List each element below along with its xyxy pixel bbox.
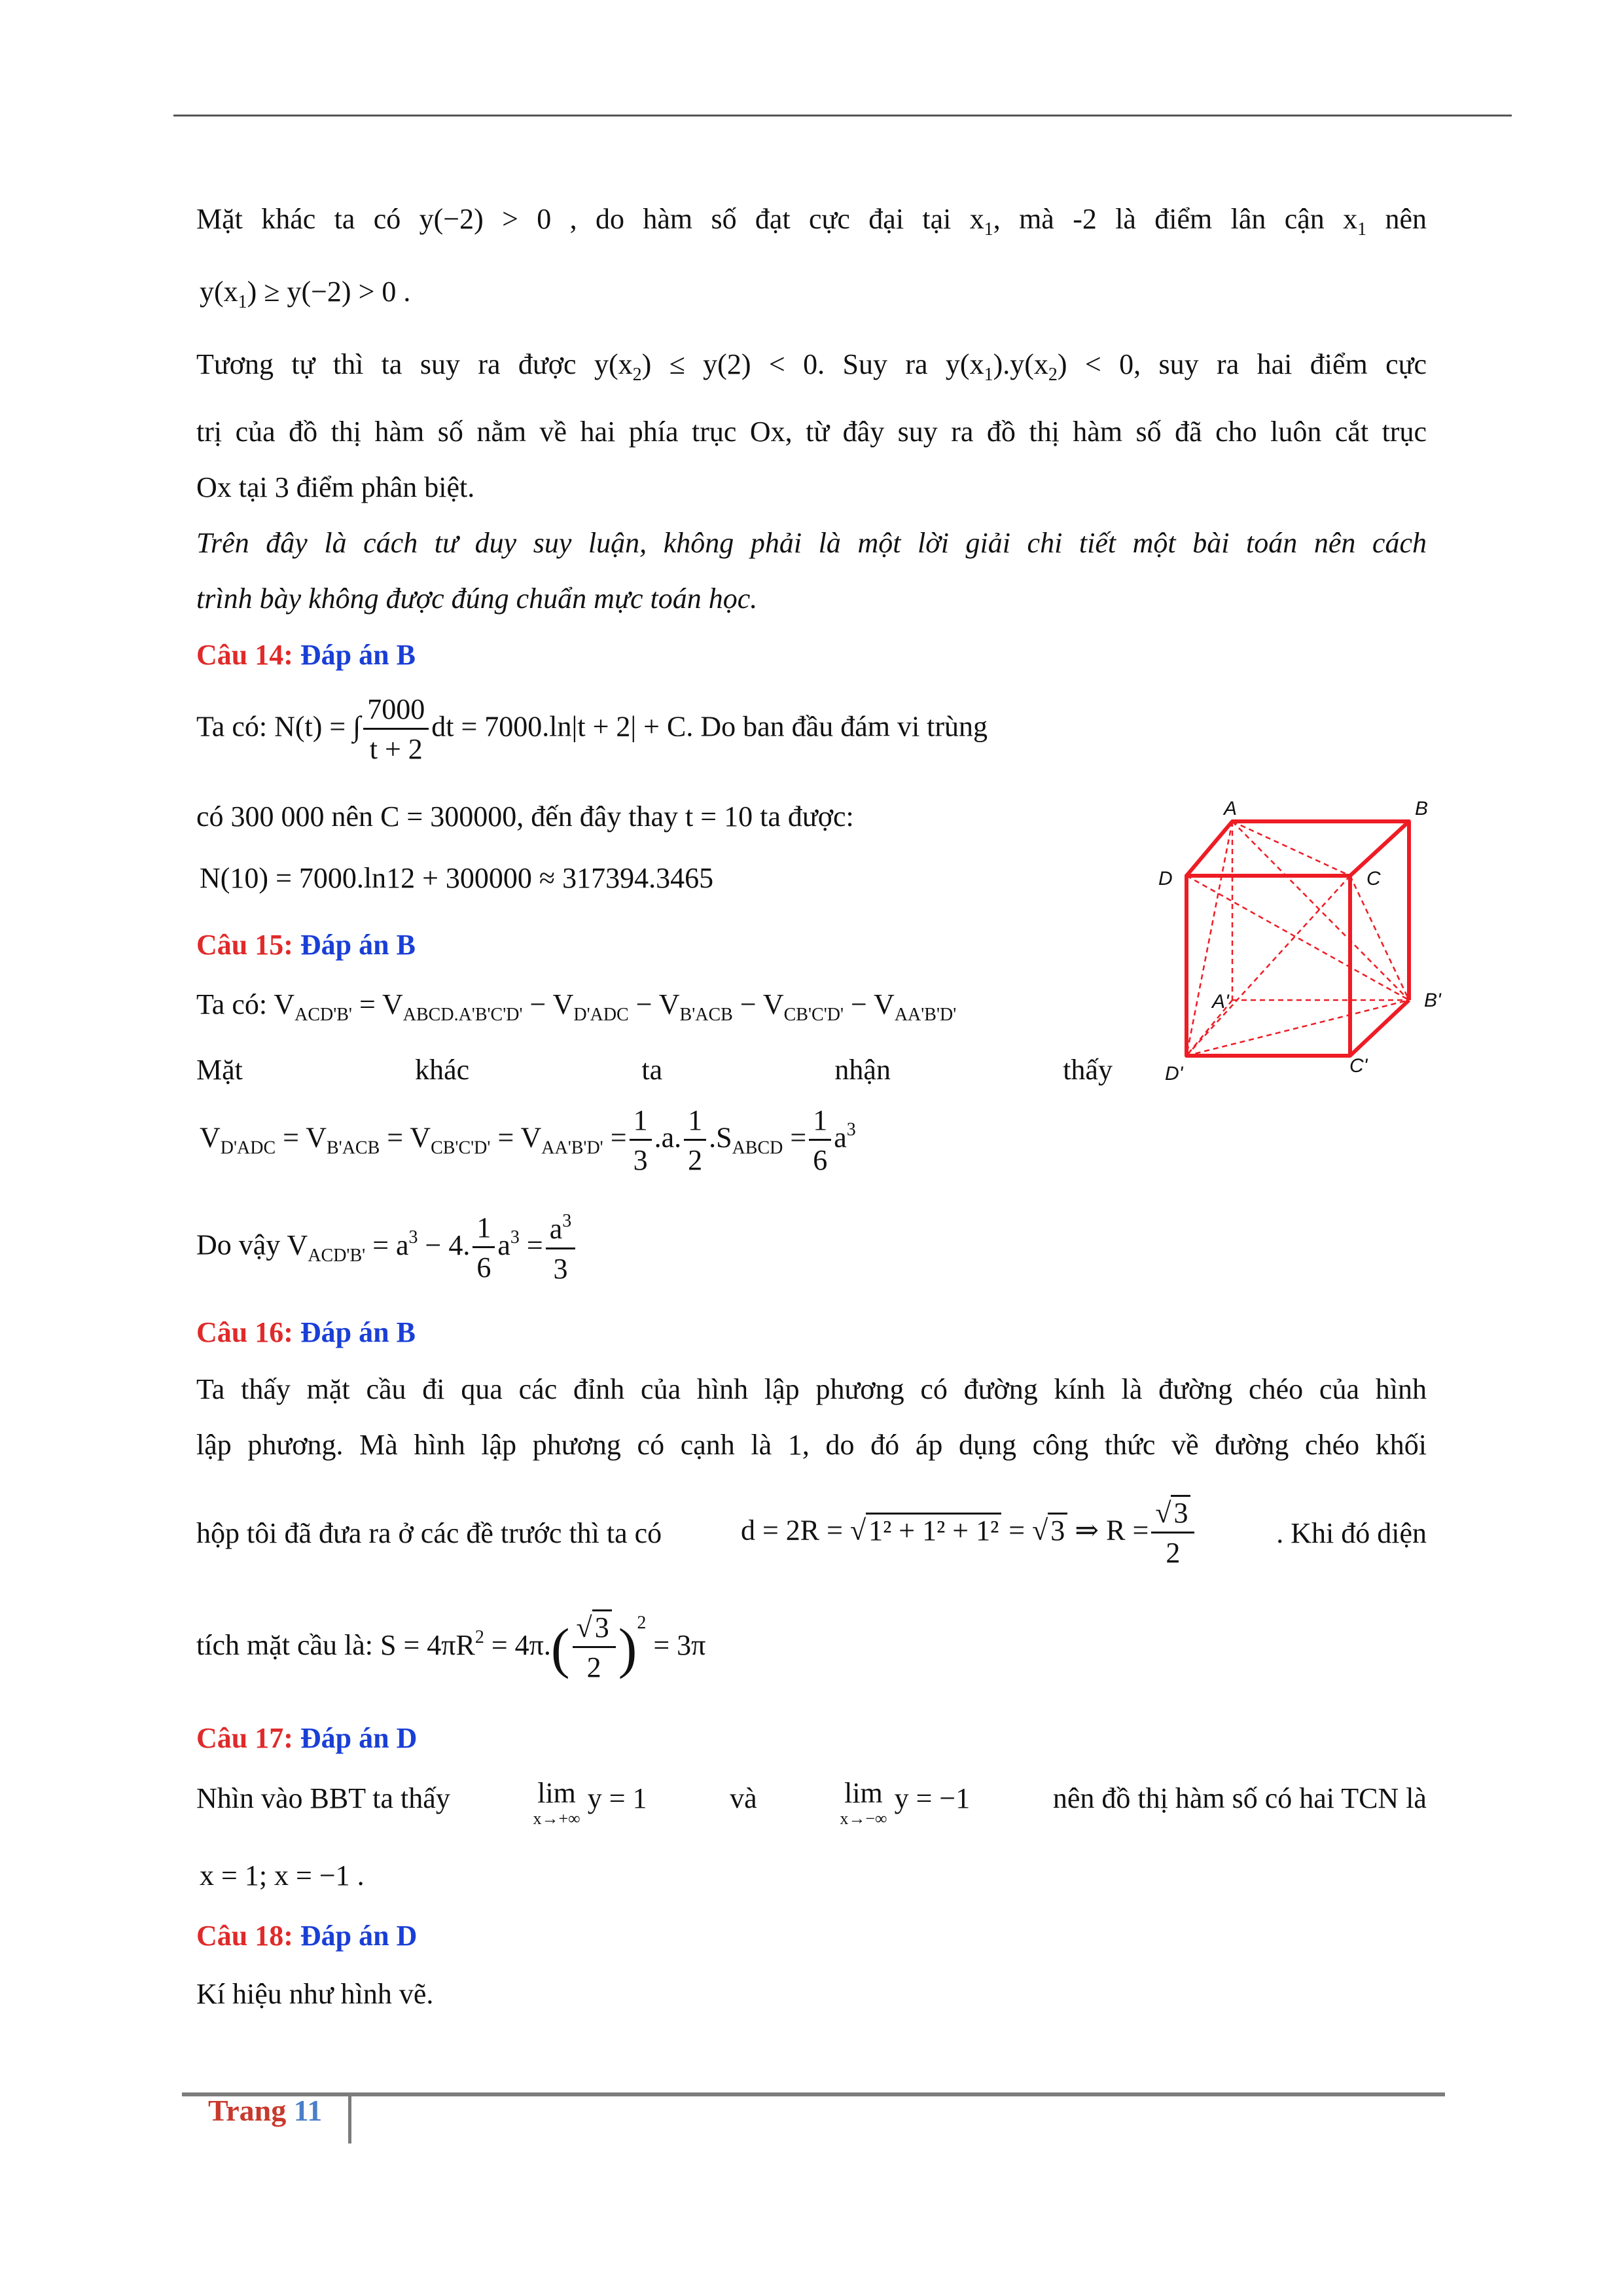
q15-line-4: Do vậy $V_{ACD'B'} = a^3 - 4$. $\frac{1}{6}$ $a^3$ = $\frac{a^3}{3}$ — [196, 1212, 578, 1283]
q16-line-2: lập phương. Mà hình lập phương có cạnh là 1, do đó áp dụng công thức về đường chéo khối — [196, 1429, 1427, 1461]
footer-rule — [182, 2092, 1445, 2096]
q16-heading: Câu 16: Đáp án B — [196, 1316, 416, 1348]
diag-A-C — [1232, 821, 1350, 876]
q15-line-2: Mặt khác ta nhận thấy — [196, 1054, 1113, 1086]
cont-line-2: $y(x_1) \ge y(-2) > 0$ . — [200, 276, 411, 312]
label-A: A — [1224, 798, 1238, 819]
diag-A-D-prime — [1186, 821, 1232, 1056]
label-D: D — [1158, 868, 1173, 889]
q15-line-1: Ta có: $V_{ACD'B'} = V_{ABCD.A'B'C'D'} - V_{D'ADC} - V_{B'ACB} - V_{CB'C'D'} - V_{AA'B'D'}$ — [196, 988, 957, 1025]
q16-line-3: hộp tôi đã đưa ra ở các đề trước thì ta có d = 2R = √1² + 1² + 1² = √3 ⇒ R = $\frac{√3}{2}$ . Khi đó diện — [196, 1499, 1427, 1568]
q14-line-1: Ta có: N(t) = ∫ $\frac{7000}{t + 2}$ dt = 7000.ln|t + 2| + C. Do ban đầu đám vi trùng — [196, 693, 988, 765]
cube-figure — [1158, 792, 1472, 1100]
q14-heading: Câu 14: Đáp án B — [196, 639, 416, 671]
q16-line-4: tích mặt cầu là: $S = 4\pi R^2 = 4\pi$.( $\frac{√3}{2}$ )$^2$ = 3π — [196, 1604, 705, 1682]
q16-line-1: Ta thấy mặt cầu đi qua các đỉnh của hình lập phương có đường kính là đường chéo của hình — [196, 1373, 1427, 1405]
diag-D-B-prime — [1186, 876, 1409, 1000]
q15-line-3: $V_{D'ADC} = V_{B'ACB} = V_{CB'C'D'} = V_{AA'B'D'}$ = $\frac{1}{3}$ .a. $\frac{1}{2}$ $.S_{ABCD}$ = $\frac{1}{6}$ $a^3$ — [200, 1104, 856, 1176]
label-A-prime: A' — [1212, 991, 1229, 1013]
label-B: B — [1415, 798, 1429, 819]
diag-C-D-prime — [1186, 876, 1350, 1056]
q18-heading: Câu 18: Đáp án D — [196, 1920, 418, 1952]
cont-line-5: Ox tại 3 điểm phân biệt. — [196, 471, 475, 503]
note-line-1: Trên đây là cách tư duy suy luận, không phải là một lời giải chi tiết một bài toán nên cách — [196, 527, 1427, 559]
q15-heading: Câu 15: Đáp án B — [196, 929, 416, 961]
q18-line-1: Kí hiệu như hình vẽ. — [196, 1978, 434, 2010]
q17-line-1: Nhìn vào BBT ta thấy lim x→+∞ y = 1 và lim x→−∞ y = −1 nên đồ thị hàm số có hai TCN là — [196, 1777, 1427, 1828]
cont-line-1: Mặt khác ta có y(−2) > 0 , do hàm số đạt cực đại tại $x_1$, mà -2 là điểm lân cận $x_1$ nên — [196, 203, 1427, 240]
edge-B-prime-C-prime — [1350, 1000, 1409, 1056]
footer-divider — [348, 2094, 351, 2144]
label-C: C — [1366, 868, 1381, 889]
page-number: Trang 11 — [208, 2094, 323, 2127]
q17-heading: Câu 17: Đáp án D — [196, 1722, 418, 1754]
cont-line-3: Tương tự thì ta suy ra được $y(x_2) \le y(2) < 0$. Suy ra $y(x_1).y(x_2) < 0$, suy ra hai điểm cực — [196, 348, 1427, 385]
q14-line-3: N(10) = 7000.ln12 + 300000 ≈ 317394.3465 — [200, 862, 714, 894]
q17-line-2: x = 1; x = −1 . — [200, 1859, 365, 1892]
q14-line-2: có 300 000 nên C = 300000, đến đây thay t = 10 ta được: — [196, 800, 854, 833]
label-C-prime: C' — [1349, 1055, 1368, 1077]
diag-C-B-prime — [1350, 876, 1409, 1000]
cont-line-4: trị của đồ thị hàm số nằm về hai phía trục Ox, từ đây suy ra đồ thị hàm số đã cho luôn cắt trục — [196, 416, 1427, 448]
label-D-prime: D' — [1165, 1063, 1183, 1085]
label-B-prime: B' — [1424, 990, 1441, 1011]
note-line-2: trình bày không được đúng chuẩn mực toán học. — [196, 583, 758, 615]
header-rule — [173, 115, 1512, 117]
